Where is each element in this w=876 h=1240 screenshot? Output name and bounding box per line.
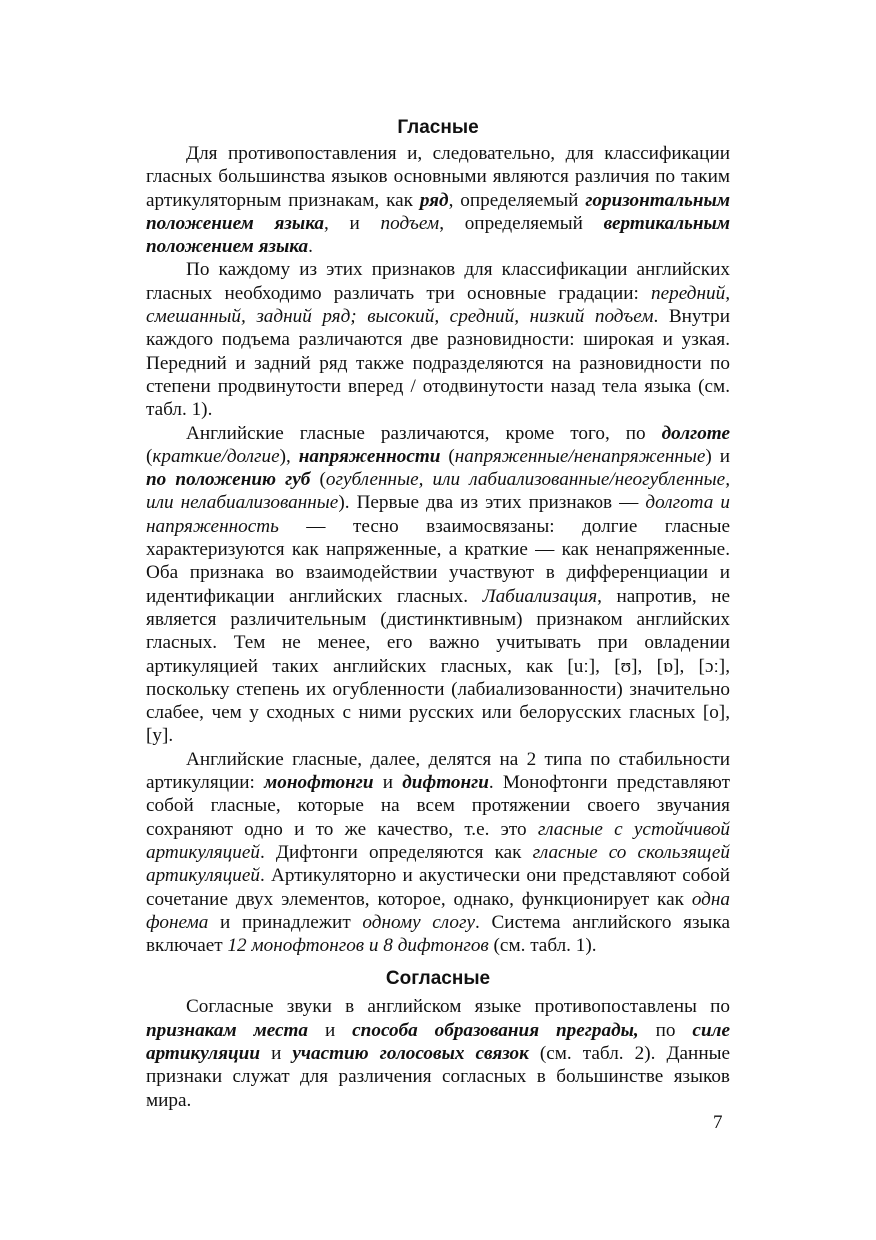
italic-term: одна фонема <box>146 888 730 933</box>
paragraph-vowels-gradations <box>146 258 730 421</box>
text-run: Английские гласные, далее, делятся на 2 типа по стабильности артикуляции: <box>146 748 730 794</box>
text-run: ( <box>310 469 326 491</box>
text-run: По каждому из этих признаков для классификации английских гласных необходимо различать три основные градации: <box>146 259 730 304</box>
italic-term: гласные со скользящей артикуляцией <box>146 841 730 887</box>
emphasis-term: горизонтальным положением языка <box>146 189 730 234</box>
italic-term: гласные с устойчивой артикуляцией <box>146 818 731 863</box>
text-run: ( <box>440 445 455 467</box>
text-run: (см. табл. 1). <box>488 935 597 957</box>
text-run: . Монофтонги представляют собой гласные, которые на всем протяжении своего звучания сохраняют одно и то же качество, т.е. это <box>146 772 730 840</box>
text-run: Согласные звуки в английском языке противопоставлены по <box>186 996 730 1018</box>
italic-term: подъем <box>380 212 440 234</box>
text-run: , определяемый <box>448 189 586 211</box>
italic-term: краткие/долгие <box>152 445 280 467</box>
text-run: ) и <box>705 445 730 467</box>
emphasis-term: признакам места <box>146 1019 309 1041</box>
italic-term: одному слогу <box>362 911 476 933</box>
italic-term: передний, смешанный, задний ряд; высокий, средний, низкий подъем <box>146 282 730 328</box>
page-body <box>146 112 730 1112</box>
text-run: , напротив, не является различительным (дистинктивным) признаком английских гласных. Тем не менее, его важно учитывать при овладении артикуляцией таких английских гласных, как [uː], [ʊ], [ɒ], [ɔː], поскольку степень их огубленности (лабиализованности) значительно слабее, чем у сходных с ними русских или белорусских гласных [о], [у]. <box>146 585 730 747</box>
text-run: ( <box>146 445 153 467</box>
text-run: Для противопоставления и, следовательно, для классификации гласных большинства языков основными являются различия по таким артикуляторным признакам, как <box>146 143 730 211</box>
italic-term: напряженные/ненапряженные <box>454 445 706 467</box>
text-run: . Дифтонги определяются как <box>259 841 533 863</box>
paragraph-vowels-monophthongs-diphthongs <box>146 748 730 958</box>
section-heading-consonants: Согласные <box>385 968 491 990</box>
paragraph-vowels-intro <box>146 142 730 258</box>
italic-term: огубленные, или лабиализованные/неогубленные, или нелабиализованные <box>146 469 730 514</box>
emphasis-term: вертикальным положением языка <box>146 212 730 258</box>
text-run: , и <box>324 212 381 234</box>
paragraph-consonants-intro <box>146 995 730 1111</box>
emphasis-term: силе артикуляции <box>146 1019 730 1064</box>
text-run: и <box>373 772 403 794</box>
text-run: и <box>308 1019 353 1041</box>
emphasis-term: дифтонги <box>402 772 489 794</box>
text-run: . Внутри каждого подъема различаются две разновидности: широкая и узкая. Передний и задний ряд также подразделяются на разновидности по степени продвинутости вперед / отодвинутости назад тела языка (см. табл. 1). <box>146 306 730 421</box>
text-run: (см. табл. 2). Данные признаки служат для различения согласных в большинстве языков мира. <box>146 1042 730 1111</box>
paragraph-vowels-length-tension <box>146 422 730 748</box>
text-run: и принадлежит <box>208 911 363 933</box>
text-run: Английские гласные различаются, кроме того, по <box>186 422 662 444</box>
emphasis-term: долготе <box>661 422 730 444</box>
text-run: и <box>260 1042 293 1064</box>
emphasis-term: участию голосовых связок <box>292 1042 529 1064</box>
text-run: ), <box>279 445 299 467</box>
emphasis-term: способа образования преграды, <box>352 1019 639 1041</box>
emphasis-term: ряд <box>419 189 449 211</box>
section-heading-vowels: Гласные <box>397 117 479 138</box>
emphasis-term: напряженности <box>298 445 441 467</box>
text-run: — тесно взаимосвязаны: долгие гласные характеризуются как напряженные, а краткие — как ненапряженные. Оба признака во взаимодействии участвуют в дифференциации и идентификации английских гласных. <box>146 515 730 607</box>
text-run: ). Первые два из этих признаков — <box>338 492 646 514</box>
text-run: . <box>308 236 313 258</box>
italic-term: 12 монофтонгов и 8 дифтонгов <box>227 935 489 957</box>
italic-term: Лабиализация <box>482 585 598 607</box>
emphasis-term: по положению губ <box>146 469 311 491</box>
italic-term: долгота и напряженность <box>146 492 730 537</box>
text-run: , определяемый <box>439 212 604 234</box>
text-run: . Артикуляторно и акустически они представляют собой сочетание двух элементов, которое, однако, функционирует как <box>146 865 730 910</box>
text-run: . Система английского языка включает <box>146 911 730 957</box>
text-run: по <box>638 1019 693 1041</box>
page-number: 7 <box>713 1112 723 1133</box>
emphasis-term: монофтонги <box>264 772 374 794</box>
